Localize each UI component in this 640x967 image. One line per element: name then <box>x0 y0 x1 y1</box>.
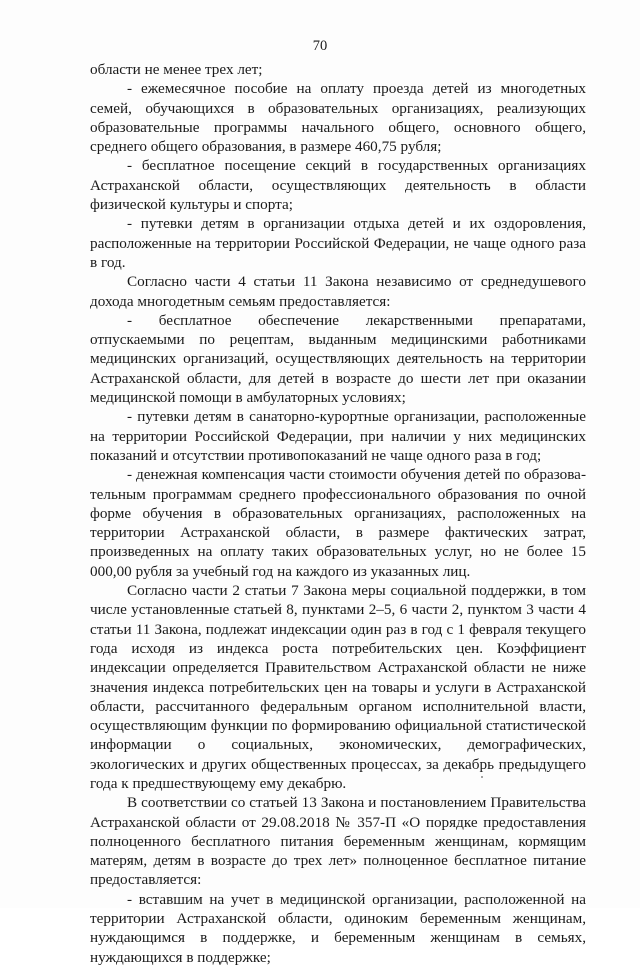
paragraph: - путевки детям в организации отдыха детей и их оздоровления, расположенные на территории Российской Федерации, не чаще одного раза в год. <box>90 215 586 271</box>
paragraph: - путевки детям в санаторно-курортные организации, расположенные на территории Российской Федерации, при наличии у них медицинских показаний и отсутствии противопоказаний не чаще одного раза в год; <box>90 408 586 464</box>
paragraph: В соответствии со статьей 13 Закона и постановлением Правительства Астраханской области от 29.08.2018 № 357-П «О порядке предоставления полноценного бесплатного питания беременным женщинам, кормящим матерям, детям в возрасте до трех лет» полноценное бесплатное питание предоставляется: <box>90 794 586 889</box>
paragraph: - денежная компенсация части стоимости обучения детей по образовательным программам среднего профессионального образования по очной форме обучения в образовательных организациях, расположенных на территории Астраханской области, в размере фактических затрат, произведенных на оплату таких образовательных услуг, но не более 15 000,00 рубля за учебный год на каждого из указанных лиц. <box>90 466 586 580</box>
paragraph: - бесплатное обеспечение лекарственными препаратами, отпускаемыми по рецептам, выданным медицинскими работниками медицинских организаций, осуществляющих деятельность на территории Астраханской области, для детей в возрасте до шести лет при оказании медицинской помощи в амбулаторных условиях; <box>90 311 586 407</box>
page-number: 70 <box>312 38 328 54</box>
paragraph: - вставшим на учет в медицинской организации, расположенной на территории Астраханской области, одиноким беременным женщинам, нуждающимся в поддержке, и беременным женщинам в семьях, нуждающихся в поддержке; <box>90 890 586 966</box>
body-text <box>90 60 586 967</box>
paragraph: области не менее трех лет; <box>90 61 263 78</box>
paragraph: - ежемесячное пособие на оплату проезда детей из многодетных семей, обучающихся в образовательных организациях, реализующих образовательные программы начального общего, основного общего, среднего общего образования, в размере 460,75 рубля; <box>90 80 586 156</box>
scan-speck <box>481 776 483 778</box>
paragraph: Согласно части 4 статьи 11 Закона независимо от среднедушевого дохода многодетным семьям предоставляется: <box>90 273 586 310</box>
paragraph: Согласно части 2 статьи 7 Закона меры социальной поддержки, в том числе установленные статьей 8, пунктами 2–5, 6 части 2, пунктом 3 части 4 статьи 11 Закона, подлежат индексации один раз в год с 1 февраля текущего года исходя из индекса роста потребительских цен. Коэффициент индексации определяется Правительством Астраханской области не ниже значения индекса потребительских цен на товары и услуги в Астраханской области, рассчитанного федеральным органом исполнительной власти, осуществляющим функции по формированию официальной статистической информации о социальных, экономических, демографических, экологических и других общественных процессах, за декабрь предыдущего года к предшествующему ему декабрю. <box>90 582 586 792</box>
paragraph: - бесплатное посещение секций в государственных организациях Астраханской области, осуществляющих деятельность в области физической культуры и спорта; <box>90 157 586 214</box>
